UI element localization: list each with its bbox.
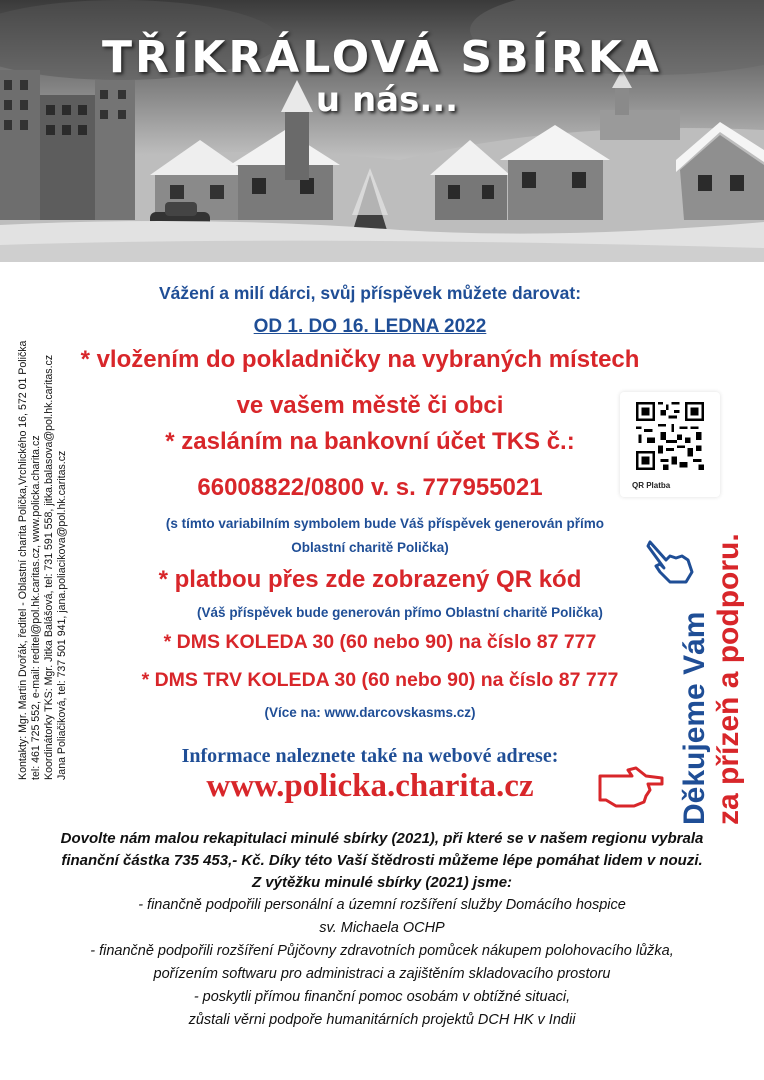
recap-heading: Z výtěžku minulé sbírky (2021) jsme: xyxy=(251,874,513,891)
header-illustration xyxy=(0,0,764,262)
contacts-line: Kontakty: Mgr. Martin Dvořák, ředitel - Oblastní charita Polička,Vrchlického 16, 572 01 Polička xyxy=(17,340,29,780)
contacts-line: Koordinátorky TKS: Mgr. Jitka Balášová, tel: 731 591 558, jitka.balasova@pol.hk.caritas.cz xyxy=(43,354,55,780)
thanks-block xyxy=(678,533,758,825)
greeting-text: Vážení a milí dárci, svůj příspěvek můžete darovat: xyxy=(158,283,582,303)
option-collection-box: * vložením do pokladničky na vybraných místech xyxy=(80,346,640,373)
bank-transfer-note-2: Oblastní charitě Polička) xyxy=(291,540,449,555)
option-sms-koleda: * DMS KOLEDA 30 (60 nebo 90) na číslo 87 777 xyxy=(163,631,597,653)
option-collection-box-location: ve vašem městě či obci xyxy=(236,392,504,419)
recap-item: - finančně podpořili personální a územní rozšíření služby Domácího hospice xyxy=(138,897,626,913)
recap-item: pořízením softwaru pro administraci a zajištěním skladovacího prostoru xyxy=(153,966,611,982)
contacts-line: Jana Poliačiková, tel: 737 501 941, jana.poliacikova@pol.hk.caritas.cz xyxy=(56,450,68,780)
recap-section xyxy=(20,828,744,1032)
recap-intro-2: finanční částka 735 453,- Kč. Díky této Vaší štědrosti můžeme lépe pomáhat lidem v nouzi. xyxy=(61,852,703,869)
recap-item: sv. Michaela OCHP xyxy=(319,920,445,936)
contacts-line: tel: 461 725 552, e-mail: reditel@pol.hk.caritas.cz, www.policka.charita.cz xyxy=(30,435,42,780)
qr-payment-note: (Váš příspěvek bude generován přímo Oblastní charitě Polička) xyxy=(197,605,603,620)
recap-item: zůstali věrni podpoře humanitárních projektů DCH HK v Indii xyxy=(188,1012,576,1028)
collection-dates: OD 1. DO 16. LEDNA 2022 xyxy=(253,316,487,337)
page-title: TŘÍKRÁLOVÁ SBÍRKA xyxy=(101,32,663,83)
bank-account-number: 66008822/0800 v. s. 777955021 xyxy=(197,474,543,501)
recap-item: - poskytli přímou finanční pomoc osobám v obtížné situaci, xyxy=(193,989,571,1005)
option-bank-transfer: * zasláním na bankovní účet TKS č.: xyxy=(165,428,575,455)
website-link[interactable]: www.policka.charita.cz xyxy=(206,768,534,804)
qr-label: QR Platba xyxy=(632,481,671,490)
thanks-line-1: Děkujeme Vám xyxy=(678,611,711,825)
option-qr-payment: * platbou přes zde zobrazený QR kód xyxy=(158,566,582,593)
recap-intro: Dovolte nám malou rekapitulaci minulé sbírky (2021), při které se v našem regionu vybrala xyxy=(60,830,704,847)
sms-info-note: (Více na: www.darcovskasms.cz) xyxy=(264,705,476,720)
thanks-line-2: za přízeň a podporu. xyxy=(712,533,745,825)
page-subtitle: u nás... xyxy=(315,80,459,120)
website-info-text: Informace naleznete také na webové adrese: xyxy=(181,745,559,767)
recap-item: - finančně podpořili rozšíření Půjčovny zdravotních pomůcek nákupem polohovacího lůžka, xyxy=(90,943,674,959)
hand-pointing-right-icon xyxy=(596,762,666,810)
qr-code-panel xyxy=(620,392,720,497)
option-sms-trv-koleda: * DMS TRV KOLEDA 30 (60 nebo 90) na číslo 87 777 xyxy=(141,669,619,691)
qr-code-image xyxy=(636,402,704,470)
bank-transfer-note: (s tímto variabilním symbolem bude Váš příspěvek generován přímo xyxy=(165,516,605,531)
